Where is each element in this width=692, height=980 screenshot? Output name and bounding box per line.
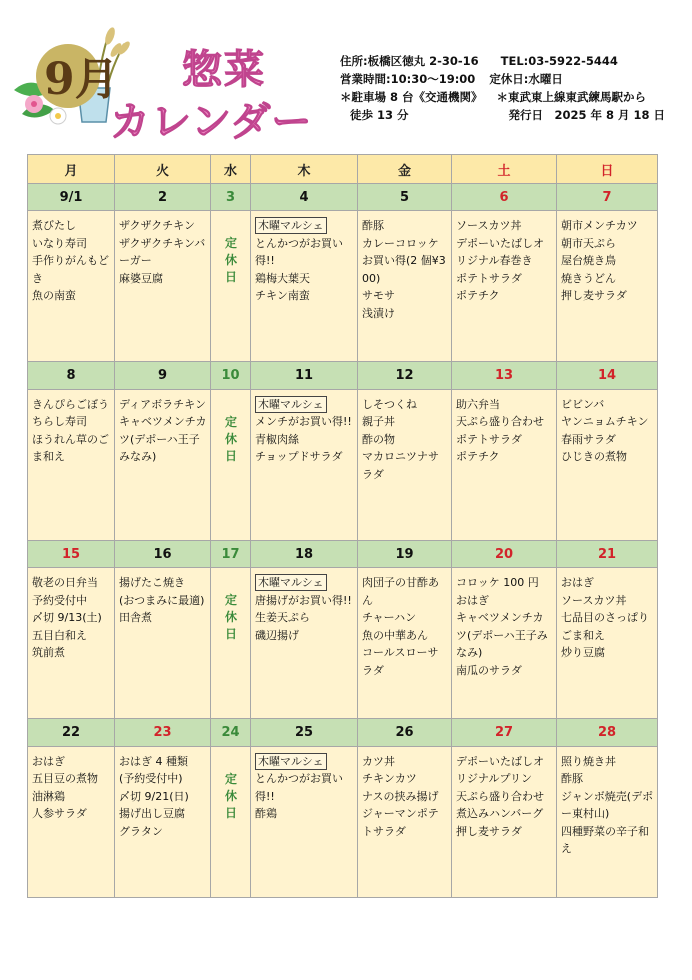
menu-item: 煮びたし xyxy=(32,219,76,233)
closed-day-label: 定休日 xyxy=(224,593,237,642)
menu-item: ポテチク xyxy=(456,450,500,464)
menu-item: チョップドサラダ xyxy=(255,450,343,464)
date-row xyxy=(28,540,658,567)
menu-item: 親子丼 xyxy=(362,415,395,429)
date-cell: 3 xyxy=(211,184,251,211)
menu-row xyxy=(28,568,658,719)
menu-cell-fri xyxy=(358,211,452,362)
menu-item: 魚の南蛮 xyxy=(32,289,76,303)
menu-item: きんぴらごぼう xyxy=(32,397,109,411)
menu-item: お買い得(2 個¥300) xyxy=(362,254,446,285)
menu-item: 揚げたこ焼き xyxy=(119,576,185,590)
store-access: ＊東武東上線東武練馬駅から xyxy=(496,90,647,104)
date-cell: 2 xyxy=(115,184,211,211)
menu-item: ジャンボ焼売(デポー東村山) xyxy=(561,789,654,821)
menu-cell-thu xyxy=(251,746,358,897)
menu-item: コロッケ 100 円 xyxy=(456,576,539,590)
menu-row xyxy=(28,746,658,897)
closed-day-label: 定休日 xyxy=(224,236,237,285)
menu-item: しそつくね xyxy=(362,397,417,411)
menu-cell-sun xyxy=(557,211,658,362)
menu-item: 〆切 9/21(日) xyxy=(119,789,189,803)
menu-item: 唐揚げがお買い得!! xyxy=(255,593,352,607)
thursday-marche-badge: 木曜マルシェ xyxy=(255,574,327,591)
menu-item: 春雨サラダ xyxy=(561,432,616,446)
menu-item: 揚げ出し豆腐 xyxy=(119,807,185,821)
date-cell: 26 xyxy=(358,719,452,746)
menu-item: デポーいたばしオリジナルプリン xyxy=(456,754,544,786)
menu-item: 生姜天ぷら xyxy=(255,611,310,625)
menu-cell-fri xyxy=(358,389,452,540)
menu-cell-mon xyxy=(28,211,115,362)
menu-item: 田舎煮 xyxy=(119,611,152,625)
date-cell: 22 xyxy=(28,719,115,746)
menu-item: ポテトサラダ xyxy=(456,271,522,285)
menu-cell-mon xyxy=(28,568,115,719)
weekday-sat: 土 xyxy=(452,155,557,184)
menu-cell-fri xyxy=(358,746,452,897)
menu-cell-thu xyxy=(251,568,358,719)
menu-item: 鶏梅大葉天 xyxy=(255,271,310,285)
menu-item: 助六弁当 xyxy=(456,397,500,411)
store-hours: 営業時間:10:30～19:00 xyxy=(340,72,476,86)
info-row-3 xyxy=(340,88,665,106)
issue-date: 発行日 2025 年 8 月 18 日 xyxy=(508,108,666,122)
menu-cell-tue xyxy=(115,568,211,719)
menu-cell-sat xyxy=(452,389,557,540)
menu-item: 南瓜のサラダ xyxy=(456,663,522,677)
thursday-marche-badge: 木曜マルシェ xyxy=(255,217,327,234)
date-cell: 18 xyxy=(251,540,358,567)
menu-item: 天ぷら盛り合わせ xyxy=(456,415,544,429)
menu-item: ディアボラチキン xyxy=(119,397,207,411)
menu-item: サモサ xyxy=(362,289,395,303)
menu-item: ヤンニョムチキン xyxy=(561,415,649,429)
menu-item: おはぎ 4 種類 xyxy=(119,754,188,768)
title-sozai: 惣菜 xyxy=(182,47,266,93)
menu-item: カレーコロッケ xyxy=(362,236,439,250)
store-tel: TEL:03-5922-5444 xyxy=(500,54,618,68)
date-cell: 24 xyxy=(211,719,251,746)
menu-cell-sun xyxy=(557,746,658,897)
menu-item: コールスローサラダ xyxy=(362,646,439,677)
menu-item: ほうれん草のごま和え xyxy=(32,432,109,464)
menu-item: ポテトサラダ xyxy=(456,432,522,446)
menu-item: 七品目のさっぱりごま和え xyxy=(561,611,649,642)
date-row xyxy=(28,362,658,389)
menu-item: 照り焼き丼 xyxy=(561,754,616,768)
weekday-thu: 木 xyxy=(251,155,358,184)
menu-item: カツ丼 xyxy=(362,754,395,768)
menu-item: キャベツメンチカツ(デポーハ王子みなみ) xyxy=(456,611,548,660)
date-row xyxy=(28,184,658,211)
thursday-marche-badge: 木曜マルシェ xyxy=(255,753,327,770)
menu-item: チャーハン xyxy=(362,611,417,625)
date-cell: 10 xyxy=(211,362,251,389)
month-badge-text: 9月 xyxy=(44,54,119,105)
closed-day-label: 定休日 xyxy=(224,414,237,463)
menu-item: 朝市天ぷら xyxy=(561,236,616,250)
weekday-tue: 火 xyxy=(115,155,211,184)
menu-item: 〆切 9/13(土) xyxy=(32,611,102,625)
menu-calendar xyxy=(27,154,658,898)
info-row-4 xyxy=(340,106,665,124)
menu-item: 屋台焼き鳥 xyxy=(561,254,616,268)
menu-item: 浅漬け xyxy=(362,306,395,320)
menu-item: マカロニツナサラダ xyxy=(362,450,439,481)
menu-item: 人参サラダ xyxy=(32,807,87,821)
menu-cell-tue xyxy=(115,211,211,362)
menu-item: ナスの挟み揚げ xyxy=(362,789,439,803)
menu-item: 五目白和え xyxy=(32,628,87,642)
date-cell: 9/1 xyxy=(28,184,115,211)
date-cell: 11 xyxy=(251,362,358,389)
date-cell: 9 xyxy=(115,362,211,389)
date-cell: 25 xyxy=(251,719,358,746)
menu-item: 予約受付中 xyxy=(32,593,87,607)
menu-item: おはぎ xyxy=(561,576,594,590)
menu-item: ジャーマンポテトサラダ xyxy=(362,807,439,838)
date-cell: 4 xyxy=(251,184,358,211)
menu-row xyxy=(28,211,658,362)
menu-cell-thu xyxy=(251,211,358,362)
info-row-2 xyxy=(340,70,665,88)
weekday-wed: 水 xyxy=(211,155,251,184)
menu-item: 煮込みハンバーグ xyxy=(456,807,544,821)
date-cell: 14 xyxy=(557,362,658,389)
menu-item: 押し麦サラダ xyxy=(456,824,522,838)
store-closed-day: 定休日:水曜日 xyxy=(489,72,563,86)
menu-item: ソースカツ丼 xyxy=(456,219,522,233)
menu-item: とんかつがお買い得!! xyxy=(255,772,343,803)
date-cell: 23 xyxy=(115,719,211,746)
menu-item: 炒り豆腐 xyxy=(561,646,605,660)
menu-item: 酢鶏 xyxy=(255,807,277,821)
menu-item: ちらし寿司 xyxy=(32,415,87,429)
menu-item: 酢の物 xyxy=(362,432,395,446)
menu-item: チキンカツ xyxy=(362,772,417,786)
store-info xyxy=(340,52,665,124)
date-cell: 28 xyxy=(557,719,658,746)
date-cell: 27 xyxy=(452,719,557,746)
menu-item: チキン南蛮 xyxy=(255,289,310,303)
weekday-sun: 日 xyxy=(557,155,658,184)
date-cell: 5 xyxy=(358,184,452,211)
menu-item: ザクザクチキン xyxy=(119,219,196,233)
menu-item: 麻婆豆腐 xyxy=(119,271,163,285)
closed-day-cell xyxy=(211,746,251,897)
menu-item: 油淋鶏 xyxy=(32,789,65,803)
menu-item: キャベツメンチカツ(デポーハ王子みなみ) xyxy=(119,415,207,464)
title-calendar: カレンダー xyxy=(110,99,313,145)
date-cell: 17 xyxy=(211,540,251,567)
date-cell: 20 xyxy=(452,540,557,567)
date-cell: 13 xyxy=(452,362,557,389)
menu-cell-sun xyxy=(557,568,658,719)
menu-item: グラタン xyxy=(119,824,163,838)
date-cell: 19 xyxy=(358,540,452,567)
menu-item: 焼きうどん xyxy=(561,271,616,285)
menu-item: 磯辺揚げ xyxy=(255,628,299,642)
menu-cell-thu xyxy=(251,389,358,540)
weekday-header-row xyxy=(28,155,658,184)
menu-item: 筑前煮 xyxy=(32,646,65,660)
menu-item: おはぎ xyxy=(456,593,489,607)
menu-cell-tue xyxy=(115,389,211,540)
menu-item: デポーいたばしオリジナル春巻き xyxy=(456,236,544,268)
date-cell: 6 xyxy=(452,184,557,211)
weekday-fri: 金 xyxy=(358,155,452,184)
date-row xyxy=(28,719,658,746)
menu-cell-sat xyxy=(452,746,557,897)
menu-item: 天ぷら盛り合わせ xyxy=(456,789,544,803)
date-cell: 8 xyxy=(28,362,115,389)
menu-cell-tue xyxy=(115,746,211,897)
menu-cell-sat xyxy=(452,568,557,719)
menu-item: おはぎ xyxy=(32,754,65,768)
menu-item: メンチがお買い得!! xyxy=(255,415,352,429)
menu-item: ポテチク xyxy=(456,289,500,303)
menu-item: ソースカツ丼 xyxy=(561,593,627,607)
menu-item: 四種野菜の辛子和え xyxy=(561,824,649,856)
closed-day-cell xyxy=(211,568,251,719)
closed-day-cell xyxy=(211,389,251,540)
menu-item: 朝市メンチカツ xyxy=(561,219,638,233)
menu-item: 青椒肉絲 xyxy=(255,432,299,446)
calendar-title xyxy=(110,28,340,148)
date-cell: 16 xyxy=(115,540,211,567)
menu-cell-sat xyxy=(452,211,557,362)
menu-cell-mon xyxy=(28,389,115,540)
date-cell: 15 xyxy=(28,540,115,567)
closed-day-label: 定休日 xyxy=(224,771,237,820)
menu-item: 酢豚 xyxy=(362,219,384,233)
date-cell: 12 xyxy=(358,362,452,389)
store-parking: ＊駐車場 8 台《交通機関》 xyxy=(340,90,483,104)
menu-item: 肉団子の甘酢あん xyxy=(362,576,439,607)
info-row-1 xyxy=(340,52,665,70)
store-walk: 徒歩 13 分 xyxy=(350,108,409,122)
menu-item: ザクザクチキンバーガー xyxy=(119,236,206,268)
menu-item: 五目豆の煮物 xyxy=(32,772,98,786)
date-cell: 7 xyxy=(557,184,658,211)
closed-day-cell xyxy=(211,211,251,362)
store-address: 住所:板橋区徳丸 2-30-16 xyxy=(340,54,479,68)
menu-item: 魚の中華あん xyxy=(362,628,428,642)
menu-item: いなり寿司 xyxy=(32,236,87,250)
menu-row xyxy=(28,389,658,540)
date-cell: 21 xyxy=(557,540,658,567)
menu-cell-sun xyxy=(557,389,658,540)
menu-item: ひじきの煮物 xyxy=(561,450,627,464)
menu-item: 酢豚 xyxy=(561,772,583,786)
weekday-mon: 月 xyxy=(28,155,115,184)
menu-item: (おつまみに最適) xyxy=(119,593,205,607)
menu-cell-fri xyxy=(358,568,452,719)
menu-item: とんかつがお買い得!! xyxy=(255,236,343,268)
menu-item: 敬老の日弁当 xyxy=(32,576,98,590)
menu-item: 手作りがんもどき xyxy=(32,254,109,285)
menu-item: ビビンバ xyxy=(561,397,605,411)
menu-cell-mon xyxy=(28,746,115,897)
menu-item: 押し麦サラダ xyxy=(561,289,627,303)
menu-item: (予約受付中) xyxy=(119,772,183,786)
thursday-marche-badge: 木曜マルシェ xyxy=(255,396,327,413)
